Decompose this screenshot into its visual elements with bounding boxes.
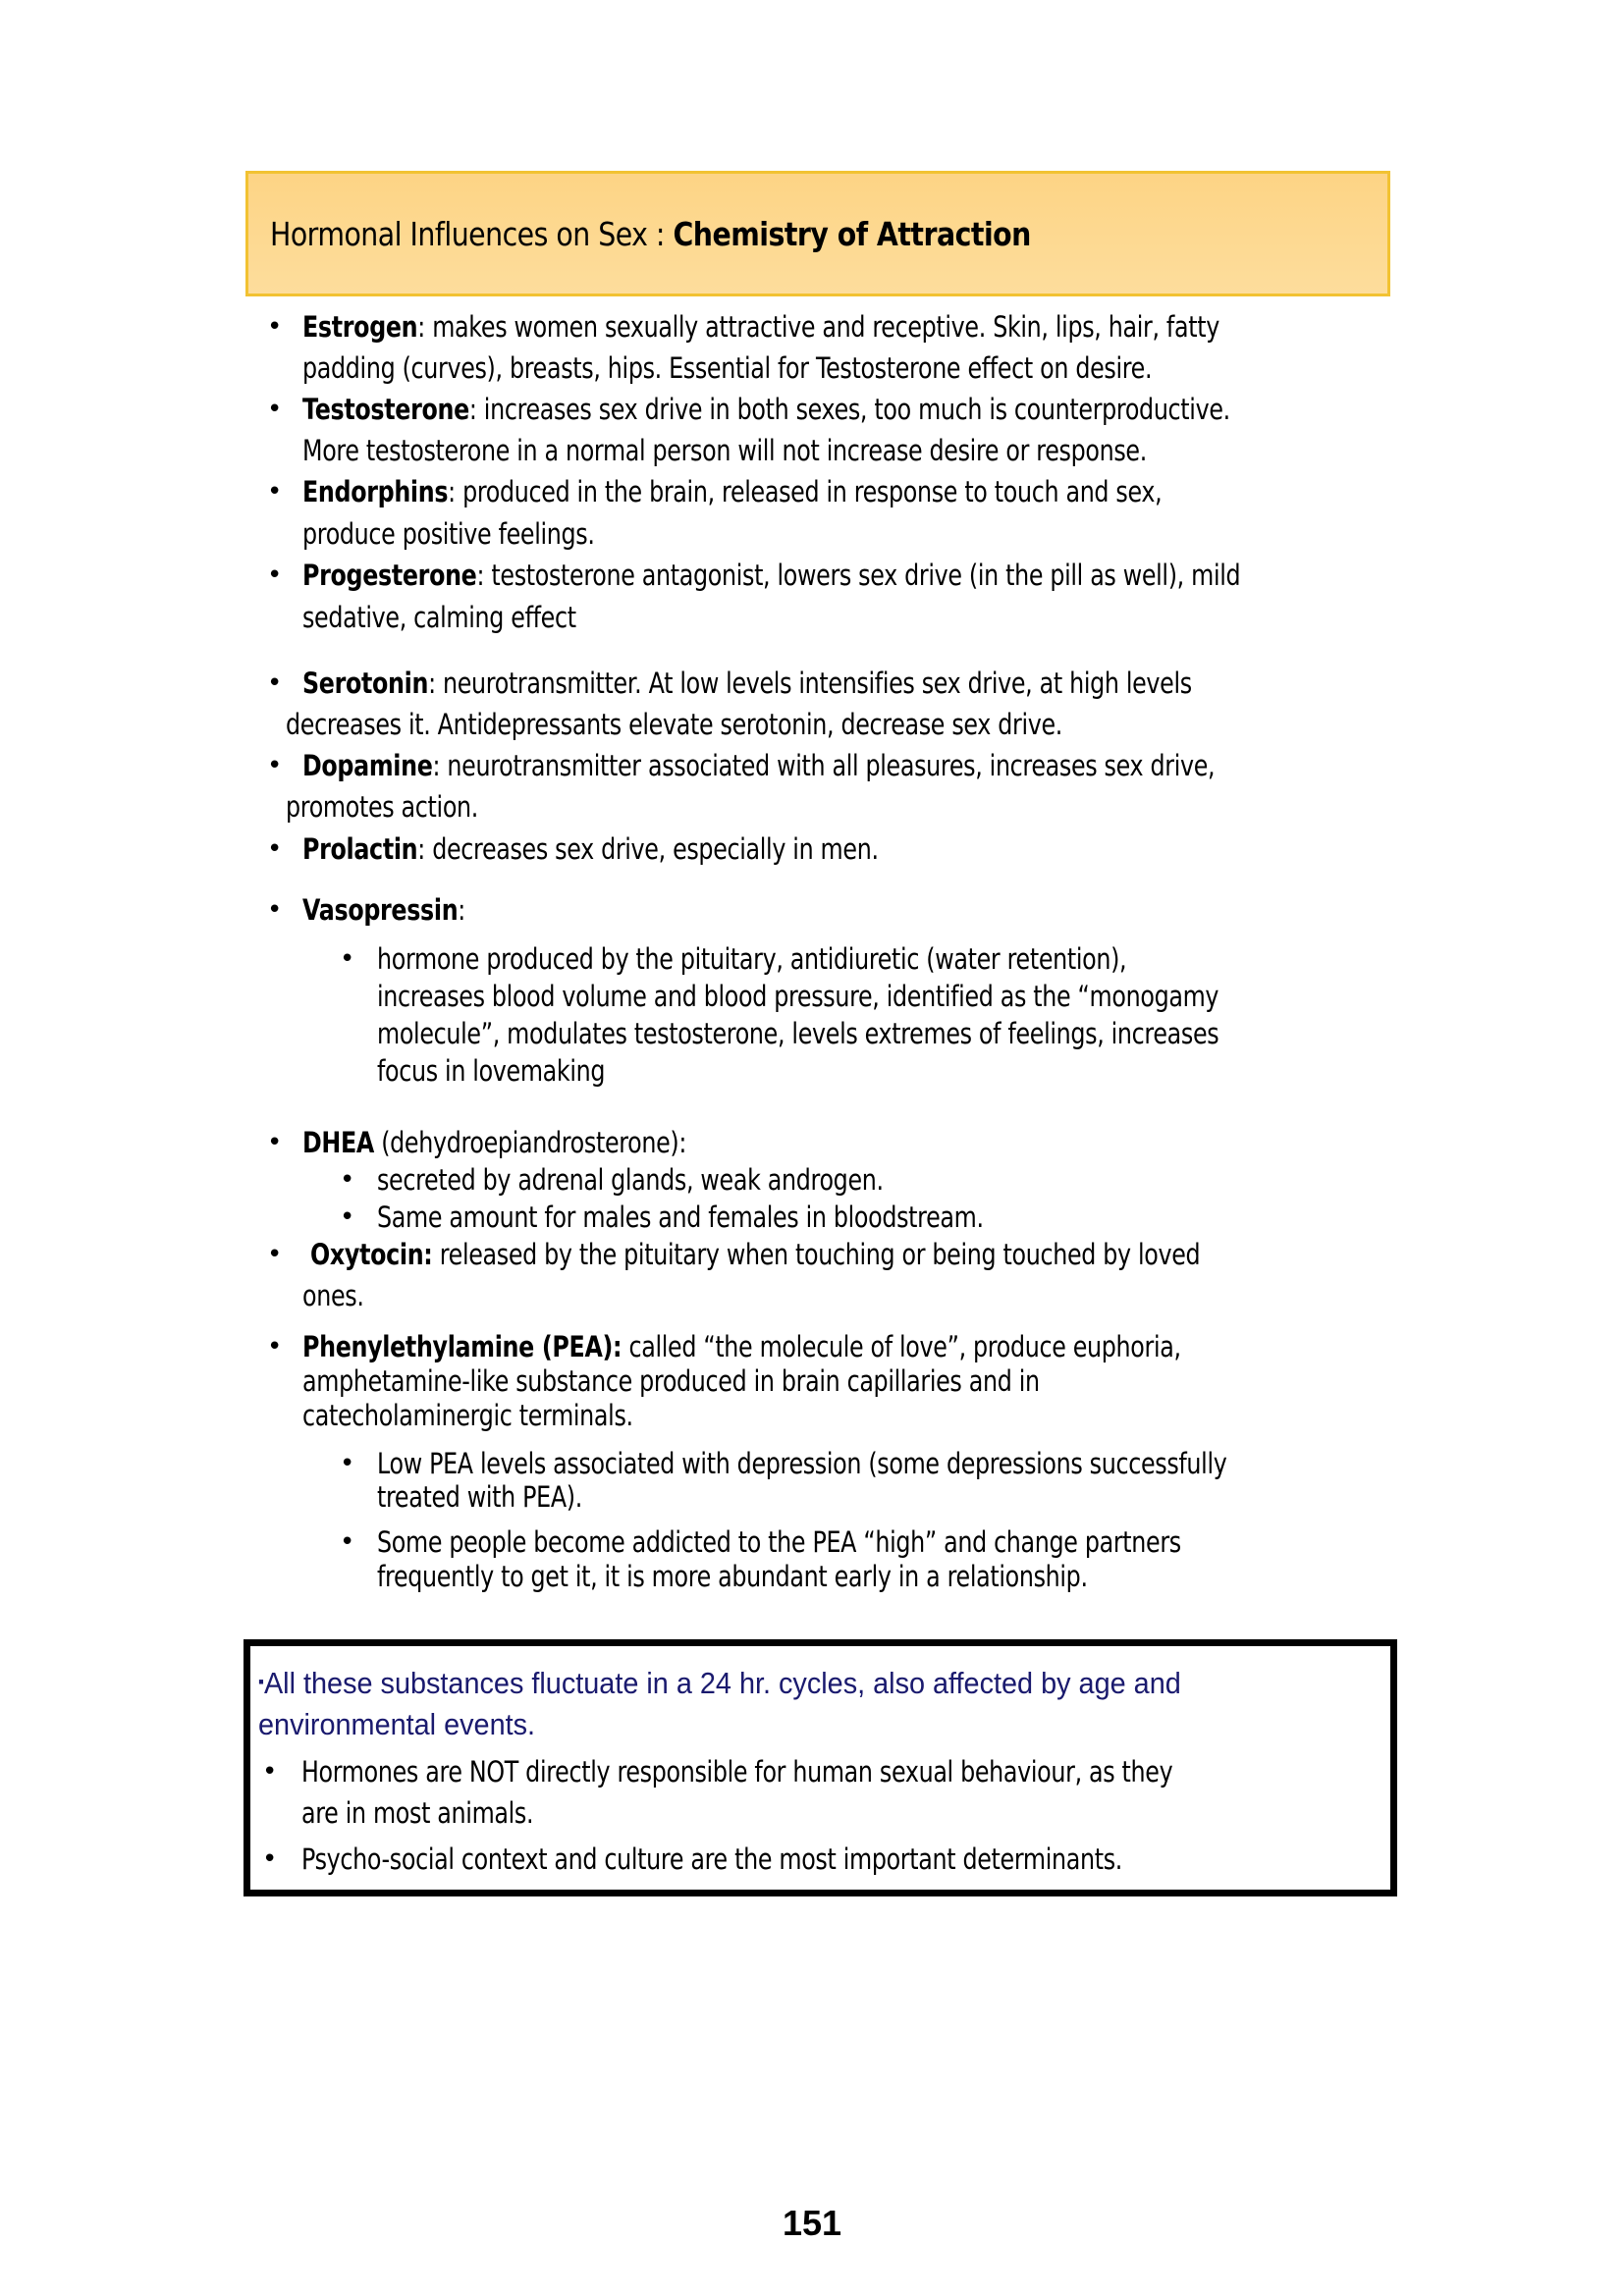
term: Endorphins — [302, 475, 449, 508]
list-item-vasopressin — [302, 893, 465, 927]
sub-item-continuation: focus in lovemaking — [377, 1054, 606, 1088]
sub-bullet-icon: • — [340, 1527, 355, 1557]
bullet-icon: • — [267, 561, 283, 590]
list-item-continuation: sedative, calming effect — [302, 601, 576, 634]
page-number: 151 — [782, 2203, 842, 2243]
bullet-icon: • — [267, 1128, 283, 1157]
list-item-endorphins — [302, 475, 1162, 508]
item-text: : makes women sexually attractive and receptive. Skin, lips, hair, fatty — [417, 310, 1219, 344]
term: Dopamine — [302, 749, 433, 782]
bullet-icon: • — [267, 477, 283, 507]
note-intro-continuation: environmental events. — [258, 1707, 536, 1741]
title-emphasis: Chemistry of Attraction — [673, 215, 1031, 253]
sub-item-continuation: frequently to get it, it is more abundant early in a relationship. — [377, 1560, 1088, 1593]
sub-item: Same amount for males and females in bloodstream. — [377, 1201, 984, 1234]
bullet-icon: • — [267, 834, 283, 864]
item-text: : produced in the brain, released in response to touch and sex, — [448, 475, 1163, 508]
bullet-icon: • — [267, 395, 283, 424]
sub-item: secreted by adrenal glands, weak androgen. — [377, 1163, 884, 1197]
sub-bullet-icon: • — [340, 1165, 355, 1195]
list-item-continuation: decreases it. Antidepressants elevate serotonin, decrease sex drive. — [286, 708, 1063, 741]
list-item-continuation: More testosterone in a normal person will not increase desire or response. — [302, 434, 1147, 467]
term: Estrogen — [302, 310, 418, 344]
list-item-testosterone — [302, 393, 1230, 426]
list-item-dhea — [302, 1126, 686, 1159]
bullet-icon: • — [267, 312, 283, 342]
sub-item-continuation: treated with PEA). — [377, 1480, 582, 1514]
list-item-continuation: ones. — [302, 1279, 364, 1312]
list-item-continuation: padding (curves), breasts, hips. Essential for Testosterone effect on desire. — [302, 351, 1153, 385]
term: Progesterone — [302, 559, 477, 592]
term: Phenylethylamine (PEA): — [302, 1330, 623, 1363]
list-item-continuation: produce positive feelings. — [302, 517, 595, 551]
term: Oxytocin: — [310, 1238, 433, 1271]
bullet-icon: • — [267, 668, 283, 698]
sub-item: hormone produced by the pituitary, antidiuretic (water retention), — [377, 942, 1127, 976]
title-prefix: Hormonal Influences on Sex : — [270, 215, 674, 253]
list-item-serotonin — [302, 667, 1192, 700]
item-text: : increases sex drive in both sexes, too much is counterproductive. — [468, 393, 1230, 426]
list-item-estrogen — [302, 310, 1219, 344]
list-item-progesterone — [302, 559, 1240, 592]
sub-item: Some people become addicted to the PEA “high” and change partners — [377, 1525, 1181, 1559]
note-bullet: Psycho-social context and culture are the most important determinants. — [301, 1842, 1123, 1876]
bullet-icon: • — [267, 751, 283, 780]
item-text: (dehydroepiandrosterone): — [373, 1126, 687, 1159]
list-item-oxytocin — [310, 1238, 1200, 1271]
term: DHEA — [302, 1126, 374, 1159]
list-item-pea — [302, 1330, 1181, 1363]
bullet-icon: • — [267, 895, 283, 925]
sub-item-continuation: molecule”, modulates testosterone, levels extremes of feelings, increases — [377, 1017, 1219, 1050]
bullet-icon: • — [262, 1844, 278, 1874]
bullet-icon: • — [267, 1240, 283, 1269]
item-text: : decreases sex drive, especially in men. — [417, 832, 879, 866]
bullet-icon: • — [262, 1757, 278, 1787]
sub-bullet-icon: • — [340, 1202, 355, 1232]
list-item-prolactin — [302, 832, 879, 866]
item-text: : neurotransmitter. At low levels intensifies sex drive, at high levels — [428, 667, 1192, 700]
item-text: released by the pituitary when touching or being touched by loved — [432, 1238, 1201, 1271]
item-text: : neurotransmitter associated with all pleasures, increases sex drive, — [432, 749, 1216, 782]
term: Vasopressin — [302, 893, 459, 927]
list-item-continuation: promotes action. — [286, 790, 479, 824]
sub-bullet-icon: • — [340, 1449, 355, 1478]
note-bullet: Hormones are NOT directly responsible for human sexual behaviour, as they — [301, 1755, 1173, 1789]
summary-note-box — [244, 1639, 1397, 1896]
note-bullet-continuation: are in most animals. — [301, 1796, 534, 1830]
list-item-continuation: catecholaminergic terminals. — [302, 1399, 633, 1432]
item-text: called “the molecule of love”, produce euphoria, — [622, 1330, 1181, 1363]
title-banner — [245, 171, 1390, 296]
sub-item-continuation: increases blood volume and blood pressure, identified as the “monogamy — [377, 980, 1219, 1013]
list-item-continuation: amphetamine-like substance produced in brain capillaries and in — [302, 1364, 1040, 1398]
sub-item: Low PEA levels associated with depression (some depressions successfully — [377, 1447, 1227, 1480]
sub-bullet-icon: • — [340, 944, 355, 974]
square-bullet-icon: ▪ — [258, 1672, 264, 1691]
item-text: : testosterone antagonist, lowers sex drive (in the pill as well), mild — [476, 559, 1241, 592]
note-text: All these substances fluctuate in a 24 hr. cycles, also affected by age and — [263, 1666, 1181, 1700]
bullet-icon: • — [267, 1332, 283, 1362]
page-title — [270, 215, 1031, 253]
term: Testosterone — [302, 393, 469, 426]
list-item-dopamine — [302, 749, 1215, 782]
term: Prolactin — [302, 832, 418, 866]
term: Serotonin — [302, 667, 429, 700]
item-text: : — [458, 893, 465, 927]
note-intro — [258, 1666, 1181, 1701]
